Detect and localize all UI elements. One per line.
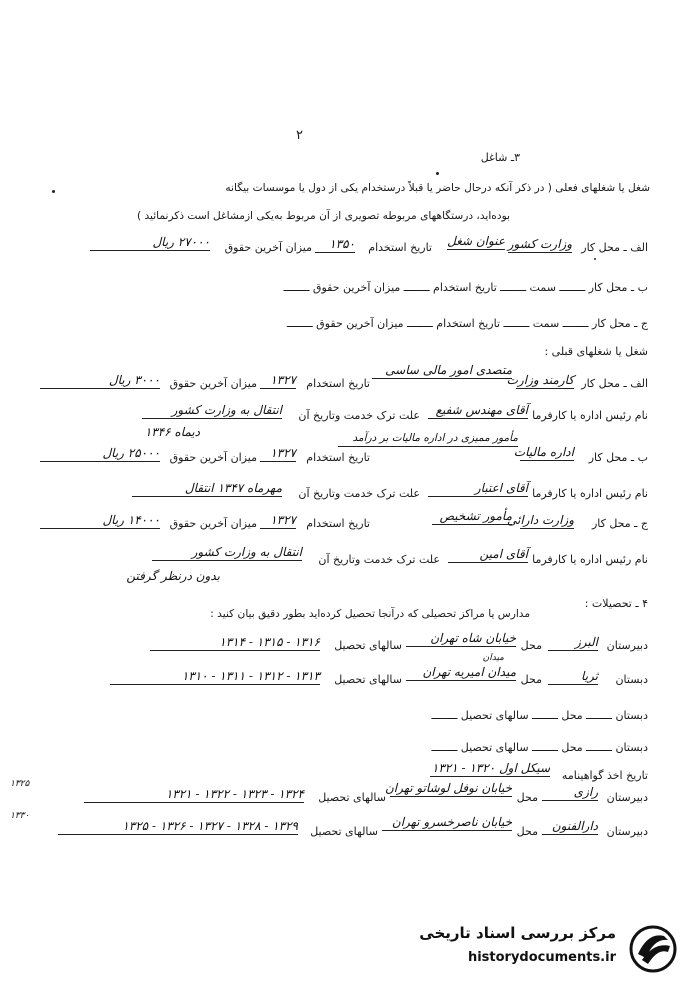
prev-b-salary-label: میزان آخرین حقوق	[169, 451, 257, 464]
edu-row2-place-label: محل	[520, 673, 542, 686]
prev-b-role: مأمور ممیزی در اداره مالیات بر درآمد	[338, 430, 518, 447]
edu-row1-name: البرز	[548, 634, 598, 651]
prev-b-end: مهرماه ۱۳۴۷ انتقال	[132, 480, 282, 497]
prev-a-place: کارمند وزارت	[506, 373, 574, 387]
prev-c-year: ۱۳۲۷	[260, 512, 296, 529]
edu-row5-years-label: سالهای تحصیل	[318, 791, 386, 804]
prev-c-salary: ۱۴۰۰۰ ریال	[40, 512, 160, 529]
prev-a-date-label: تاریخ استخدام	[306, 377, 370, 390]
edu-row6-label: دبیرستان	[606, 825, 648, 838]
education-instructions: مدارس یا مراکز تحصیلی که درآنجا تحصیل کرده‌اید بطور دقیق بیان کنید :	[210, 608, 530, 620]
current-a-place: وزارت کشور	[507, 237, 572, 251]
prev-c-label: ج ـ محل کار	[591, 517, 648, 530]
edu-row1-years-label: سالهای تحصیل	[334, 639, 402, 652]
prev-a-end: انتقال به وزارت کشور	[142, 402, 282, 419]
edu-row2-years: ۱۳۱۳ - ۱۳۱۲ - ۱۳۱۱ - ۱۳۱۰	[110, 668, 320, 685]
prev-c-salary-label: میزان آخرین حقوق	[169, 517, 257, 530]
edu-row5-label: دبیرستان	[606, 791, 648, 804]
edu-row6-name: دارالفنون	[542, 818, 598, 835]
prev-a-boss-label: نام رئیس اداره یا کارفرما	[532, 409, 648, 422]
section-heading: ۳ـ شاغل	[480, 151, 520, 164]
edu-row6-margin: ۱۳۳۰	[10, 811, 30, 821]
current-a-date-label: تاریخ استخدام	[368, 241, 432, 254]
prev-a-end-label: علت ترک خدمت وتاریخ آن	[298, 409, 420, 422]
intro-line-2: بوده‌اید، درستگاههای مربوطه تصویری از آن مربوط به‌یکی ازمشاغل است ذکرنمائید )	[136, 210, 510, 222]
prev-a-salary-label: میزان آخرین حقوق	[169, 377, 257, 390]
edu-row4-line: دبستان ــــــــ محل ــــــــ سالهای تحصیل ــــــــ	[431, 741, 648, 754]
prev-b-boss: آقای اعتبار	[428, 480, 528, 497]
edu-row6-years: ۱۳۲۹ - ۱۳۲۸ - ۱۳۲۷ - ۱۳۲۶ - ۱۳۲۵	[58, 818, 298, 835]
edu-row2-name: ثریا	[548, 668, 598, 685]
previous-heading: شغل یا شغلهای قبلی :	[544, 345, 648, 358]
edu-row2-years-label: سالهای تحصیل	[334, 673, 402, 686]
watermark-title: مرکز بررسی اسناد تاریخی	[419, 924, 616, 942]
prev-b-date-label: تاریخ استخدام	[306, 451, 370, 464]
prev-a-role: متصدی امور مالی ساسی	[372, 362, 512, 379]
prev-b-end-label: علت ترک خدمت وتاریخ آن	[298, 487, 420, 500]
edu-row5-name: رازی	[542, 784, 598, 801]
prev-a-boss: آقای مهندس شفیع	[428, 402, 528, 419]
prev-c-boss: آقای امین	[448, 546, 528, 563]
page-number: ۲	[296, 128, 303, 143]
edu-row2-place: میدان امیریه تهران	[406, 664, 516, 681]
edu-row1-label: دبیرستان	[606, 639, 648, 652]
prev-c-date-label: تاریخ استخدام	[306, 517, 370, 530]
current-b-line: ب ـ محل کار ــــــــ سمت ــــــــ تاریخ استخدام ــــــــ میزان آخرین حقوق ــــــــ	[283, 281, 648, 294]
edu-row6-years-label: سالهای تحصیل	[310, 825, 378, 838]
prev-a-year: ۱۳۲۷	[260, 372, 296, 389]
edu-row5-place-label: محل	[516, 791, 538, 804]
current-a-place2: عنوان شغل	[447, 234, 505, 248]
edu-row2-annotation: میدان	[482, 653, 504, 663]
prev-c-end-label: علت ترک خدمت وتاریخ آن	[318, 553, 440, 566]
edu-row6-place-label: محل	[516, 825, 538, 838]
prev-c-role: مأمور تشخیص	[432, 508, 512, 525]
prev-c-place: وزارت دارائی	[507, 513, 574, 527]
edu-row2-label: دبستان	[615, 673, 648, 686]
prev-c-end-note: بدون درنظر گرفتن	[126, 569, 220, 583]
intro-line-1: شغل یا شغلهای فعلی ( در ذکر آنکه درحال حاضر یا قبلاً درستخدام یکی از دول یا موسسات بیگانه	[225, 182, 650, 194]
edu-row3-line: دبستان ــــــــ محل ــــــــ سالهای تحصیل ــــــــ	[431, 709, 648, 722]
edu-row5-place: خیابان نوفل لوشاتو تهران	[384, 781, 512, 795]
prev-b-boss-label: نام رئیس اداره یا کارفرما	[532, 487, 648, 500]
current-a-label: الف ـ محل کار	[581, 241, 648, 254]
edu-row1-place: خیابان شاه تهران	[406, 630, 516, 647]
prev-b-year: ۱۳۲۷	[260, 445, 296, 462]
current-c-line: ج ـ محل کار ــــــــ سمت ــــــــ تاریخ استخدام ــــــــ میزان آخرین حقوق ــــــــ	[286, 317, 648, 330]
scan-speck	[594, 258, 596, 260]
current-a-year: ۱۳۵۰	[315, 236, 355, 253]
current-a-salary-label: میزان آخرین حقوق	[224, 241, 312, 254]
edu-row5-years: ۱۳۲۴ - ۱۳۲۳ - ۱۳۲۲ - ۱۳۲۱	[84, 786, 304, 803]
scan-speck	[436, 172, 439, 175]
prev-b-salary: ۲۵۰۰۰ ریال	[40, 445, 160, 462]
prev-a-salary: ۳۰۰۰ ریال	[40, 372, 160, 389]
edu-row6-place: خیابان ناصرخسرو تهران	[382, 814, 512, 831]
prev-a-label: الف ـ محل کار	[581, 377, 648, 390]
watermark	[394, 920, 684, 976]
prev-a-end-date: دیماه ۱۳۴۶	[144, 425, 200, 439]
edu-row1-years: ۱۳۱۶ - ۱۳۱۵ - ۱۳۱۴	[150, 634, 320, 651]
edu-cert-label: تاریخ اخذ گواهینامه	[561, 769, 648, 782]
scan-speck	[52, 190, 55, 193]
current-a-salary: ۲۷۰۰۰ ریال	[90, 234, 210, 251]
prev-c-boss-label: نام رئیس اداره یا کارفرما	[532, 553, 648, 566]
education-heading: ۴ ـ تحصیلات :	[584, 597, 648, 610]
book-logo-icon	[628, 924, 678, 974]
edu-cert-value: سیکل اول ۱۳۲۰ - ۱۳۲۱	[431, 761, 550, 775]
edu-row5-margin: ۱۳۲۵	[10, 779, 30, 789]
prev-c-end: انتقال به وزارت کشور	[152, 544, 302, 561]
edu-row1-place-label: محل	[520, 639, 542, 652]
watermark-url[interactable]: historydocuments.ir	[467, 950, 616, 965]
prev-b-label: ب ـ محل کار	[588, 451, 648, 464]
prev-b-place: اداره مالیات	[513, 445, 574, 459]
